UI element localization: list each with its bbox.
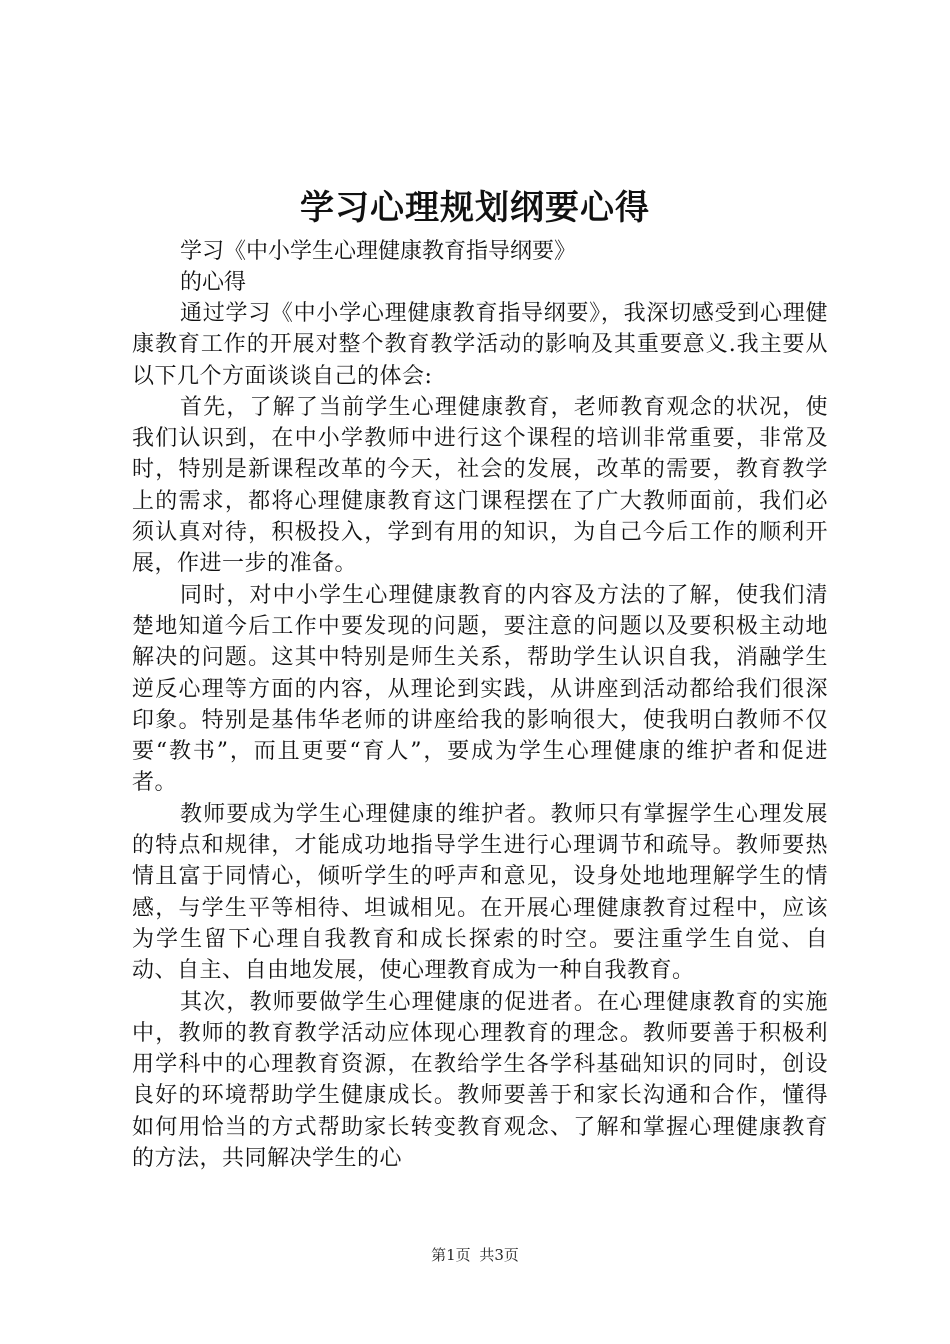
page-footer [0,1244,950,1266]
subtitle-line-2: 的心得 [180,270,247,295]
page-total: 共3页 [479,1246,519,1264]
paragraph-promoter: 其次，教师要做学生心理健康的促进者。在心理健康教育的实施中，教师的教育教学活动应体现心理教育的理念。教师要善于积极利用学科中的心理教育资源，在教给学生各学科基础知识的同时，创设良好的环境帮助学生健康成长。教师要善于和家长沟通和合作，懂得如何用恰当的方式帮助家长转变教育观念、了解和掌握心理健康教育的方法，共同解决学生的心 [132,989,828,1172]
paragraph-intro: 通过学习《中小学心理健康教育指导纲要》，我深切感受到心理健康教育工作的开展对整个教育教学活动的影响及其重要意义.我主要从以下几个方面谈谈自己的体会: [132,301,828,389]
paragraph-protector: 教师要成为学生心理健康的维护者。教师只有掌握学生心理发展的特点和规律，才能成功地指导学生进行心理调节和疏导。教师要热情且富于同情心，倾听学生的呼声和意见，设身处地地理解学生的情感，与学生平等相待、坦诚相见。在开展心理健康教育过程中，应该为学生留下心理自我教育和成长探索的时空。要注重学生自觉、自动、自主、自由地发展，使心理教育成为一种自我教育。 [132,801,828,984]
document-title: 学习心理规划纲要心得 [300,188,650,228]
paragraph-meanwhile: 同时，对中小学生心理健康教育的内容及方法的了解，使我们清楚地知道今后工作中要发现的问题，要注意的问题以及要积极主动地解决的问题。这其中特别是师生关系，帮助学生认识自我，消融学生逆反心理等方面的内容，从理论到实践，从讲座到活动都给我们很深印象。特别是基伟华老师的讲座给我的影响很大，使我明白教师不仅要“教书”，而且更要“育人”，要成为学生心理健康的维护者和促进者。 [132,582,828,796]
document-body [132,298,828,1174]
page-number: 第1页 [431,1246,471,1264]
paragraph-first: 首先，了解了当前学生心理健康教育，老师教育观念的状况，使我们认识到，在中小学教师中进行这个课程的培训非常重要，非常及时，特别是新课程改革的今天，社会的发展，改革的需要，教育教学上的需求，都将心理健康教育这门课程摆在了广大教师面前，我们必须认真对待，积极投入，学到有用的知识，为自己今后工作的顺利开展，作进一步的准备。 [132,394,828,577]
subtitle-line-1: 学习《中小学生心理健康教育指导纲要》 [180,239,577,264]
